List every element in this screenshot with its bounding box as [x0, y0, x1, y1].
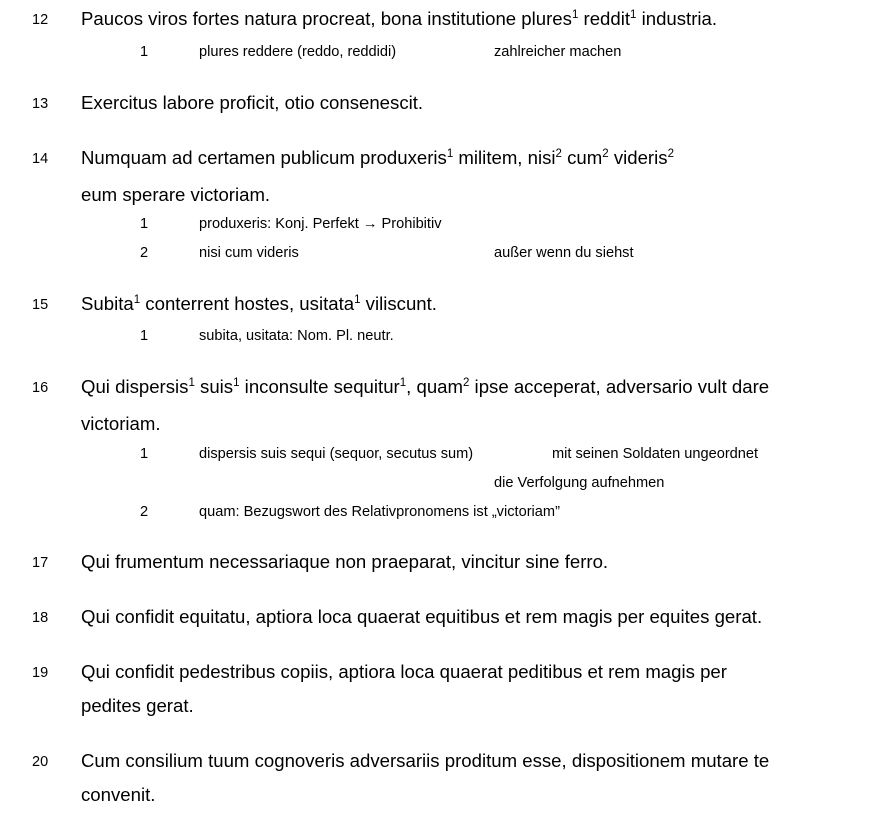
latin-sentence: Qui confidit pedestribus copiis, aptiora loca quaerat peditibus et rem magis per pedites gerat. — [81, 661, 727, 716]
latin-sentence: Qui frumentum necessariaque non praeparat, vincitur sine ferro. — [81, 551, 609, 572]
sentence-number: 15 — [32, 297, 49, 313]
sentence-number: 17 — [32, 555, 49, 571]
sentence-number: 20 — [32, 754, 49, 770]
sentence-number: 18 — [32, 610, 49, 626]
sentence-number: 19 — [32, 665, 49, 681]
latin-sentence: Subita$^1$ conterrent hostes, usitata$^1$ viliscunt. — [81, 293, 437, 314]
latin-sentence: Exercitus labore proficit, otio consenescit. — [81, 92, 424, 113]
latin-sentence: Numquam ad certamen publicum produxeris$^1$ militem, nisi$^2$ cum$^2$ videris$^2$ eum sperare victoriam. — [81, 147, 674, 205]
latin-sentence: Qui dispersis$^1$ suis$^1$ inconsulte sequitur$^1$, quam$^2$ ipse acceperat, adversario vult dare victoriam. — [81, 376, 770, 434]
sentence-number: 16 — [32, 380, 49, 396]
sentence-number: 14 — [32, 151, 49, 167]
latin-sentence: Paucos viros fortes natura procreat, bona institutione plures$^1$ reddit$^1$ industria. — [81, 8, 718, 29]
latin-sentence: Qui confidit equitatu, aptiora loca quaerat equitibus et rem magis per equites gerat. — [81, 606, 763, 627]
sentence-number: 12 — [32, 12, 49, 28]
latin-sentence: Cum consilium tuum cognoveris adversariis proditum esse, dispositionem mutare te convenit. — [81, 750, 770, 805]
sentence-number: 13 — [32, 96, 49, 112]
